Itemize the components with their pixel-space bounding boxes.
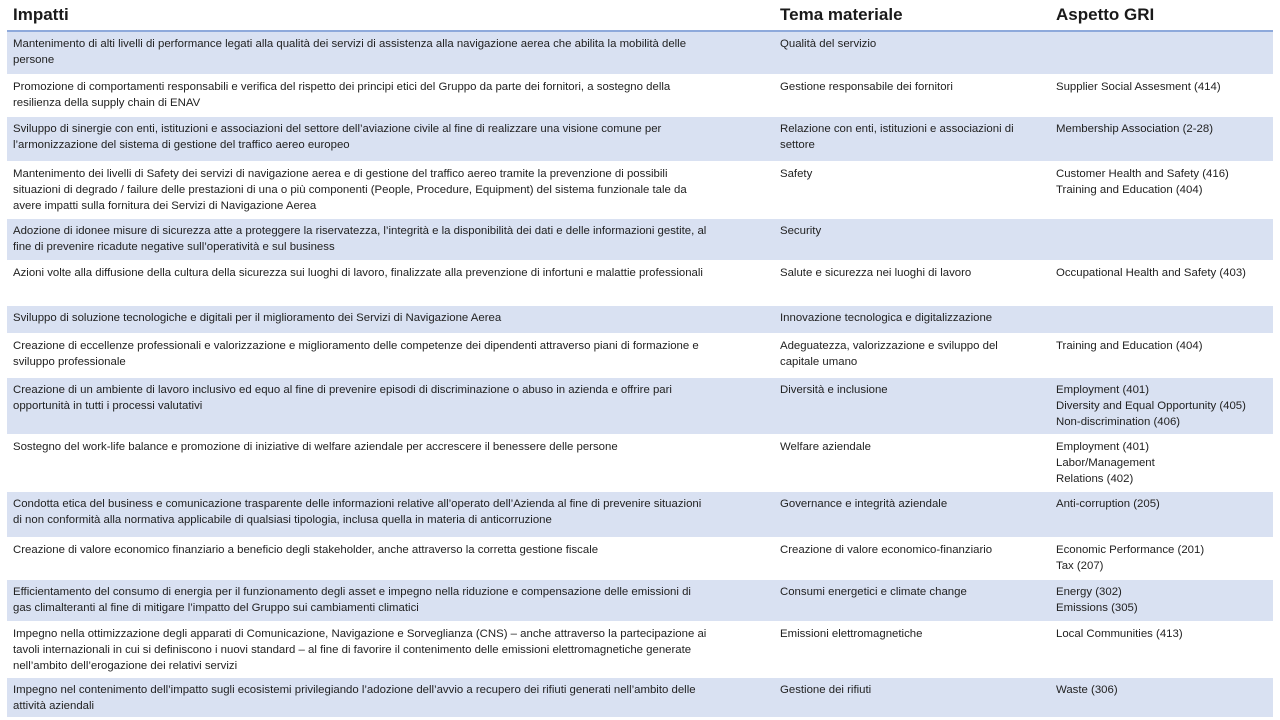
table-row bbox=[7, 621, 1273, 677]
tema-materiale-cell-line: Gestione responsabile dei fornitori bbox=[780, 80, 953, 93]
impatto-cell bbox=[7, 377, 774, 434]
table-row bbox=[7, 218, 1273, 260]
impatto-cell bbox=[7, 305, 774, 333]
tema-materiale-cell bbox=[774, 161, 1050, 218]
impatto-cell bbox=[7, 260, 774, 305]
tema-materiale-cell bbox=[774, 434, 1050, 491]
tema-materiale-cell-line: Adeguatezza, valorizzazione e sviluppo del bbox=[780, 339, 998, 352]
tema-materiale-cell bbox=[774, 579, 1050, 621]
aspetto-gri-cell-line: Supplier Social Assesment (414) bbox=[1056, 80, 1221, 93]
aspetto-gri-cell bbox=[1050, 579, 1273, 621]
table-row bbox=[7, 260, 1273, 305]
impatto-cell-line: Adozione di idonee misure di sicurezza atte a proteggere la riservatezza, l’integrità e la disponibilità dei dati e delle informazioni gestite, al bbox=[13, 224, 707, 237]
aspetto-gri-cell-line: Training and Education (404) bbox=[1056, 339, 1203, 352]
impatto-cell-line: Mantenimento di alti livelli di performance legati alla qualità dei servizi di assistenza alla navigazione aerea che abilita la mobilità delle bbox=[13, 38, 687, 50]
impatto-cell-line: fine di prevenire ricadute negative sull’operatività e sul business bbox=[13, 240, 335, 253]
impatto-cell-line: nell’ambito dell’erogazione dei relativi servizi bbox=[13, 659, 238, 672]
aspetto-gri-cell bbox=[1050, 161, 1273, 218]
table-row bbox=[7, 677, 1273, 717]
table-row bbox=[7, 305, 1273, 333]
aspetto-gri-cell-line: Employment (401) bbox=[1056, 440, 1150, 453]
impatto-cell bbox=[7, 621, 774, 677]
tema-materiale-cell-line: Welfare aziendale bbox=[780, 440, 871, 453]
table-row bbox=[7, 377, 1273, 434]
impatto-cell-line: Impegno nella ottimizzazione degli apparati di Comunicazione, Navigazione e Sorveglianza (CNS) – anche attraverso la partecipazione ai bbox=[13, 627, 707, 640]
aspetto-gri-cell bbox=[1050, 333, 1273, 377]
tema-materiale-cell-line: settore bbox=[780, 138, 815, 151]
impatto-cell bbox=[7, 116, 774, 161]
impatto-cell bbox=[7, 434, 774, 491]
impatto-cell-line: Mantenimento dei livelli di Safety dei servizi di navigazione aerea e di gestione del traffico aereo tramite la prevenzione di possibili bbox=[13, 167, 668, 180]
impatto-cell bbox=[7, 537, 774, 579]
tema-materiale-cell-line: Emissioni elettromagnetiche bbox=[780, 627, 923, 640]
aspetto-gri-cell-line: Waste (306) bbox=[1056, 683, 1118, 696]
aspetto-gri-cell bbox=[1050, 434, 1273, 491]
table-row bbox=[7, 434, 1273, 491]
aspetto-gri-cell-line: Economic Performance (201) bbox=[1056, 543, 1205, 556]
impatto-cell bbox=[7, 161, 774, 218]
aspetto-gri-cell-line: Local Communities (413) bbox=[1056, 627, 1183, 640]
impatto-cell-line: Impegno nel contenimento dell’impatto sugli ecosistemi privilegiando l’adozione dell’avvio a recupero dei rifiuti generati nell’ambito delle bbox=[13, 683, 696, 696]
tema-materiale-cell-line: Security bbox=[780, 224, 822, 237]
impatto-cell-line: Efficientamento del consumo di energia per il funzionamento degli asset e impegno nella riduzione e compensazione delle emissioni di bbox=[13, 585, 691, 598]
table-body bbox=[7, 31, 1273, 717]
table-row bbox=[7, 74, 1273, 116]
impatto-cell-line: Creazione di valore economico finanziario a beneficio degli stakeholder, anche attraverso la corretta gestione fiscale bbox=[13, 543, 599, 556]
tema-materiale-cell bbox=[774, 537, 1050, 579]
aspetto-gri-cell-line: Diversity and Equal Opportunity (405) bbox=[1056, 399, 1246, 412]
aspetto-gri-cell-line: Labor/Management bbox=[1056, 456, 1155, 469]
aspetto-gri-cell-line: Anti-corruption (205) bbox=[1056, 497, 1160, 510]
tema-materiale-cell bbox=[774, 333, 1050, 377]
aspetto-gri-cell-line: Emissions (305) bbox=[1056, 601, 1138, 614]
table-row bbox=[7, 537, 1273, 579]
impatto-cell-line: Sviluppo di soluzione tecnologiche e digitali per il miglioramento dei Servizi di Navigazione Aerea bbox=[13, 311, 502, 324]
tema-materiale-cell-line: Diversità e inclusione bbox=[780, 383, 888, 396]
tema-materiale-cell-line: Innovazione tecnologica e digitalizzazione bbox=[780, 311, 993, 324]
table-row bbox=[7, 491, 1273, 537]
impatto-cell-line: Creazione di un ambiente di lavoro inclusivo ed equo al fine di prevenire episodi di discriminazione o abuso in azienda e offrire pari bbox=[13, 383, 672, 396]
impatto-cell bbox=[7, 218, 774, 260]
impatto-cell bbox=[7, 74, 774, 116]
header-tema-materiale: Tema materiale bbox=[774, 0, 1050, 31]
tema-materiale-cell bbox=[774, 31, 1050, 74]
tema-materiale-cell-line: Salute e sicurezza nei luoghi di lavoro bbox=[780, 266, 972, 279]
tema-materiale-cell bbox=[774, 74, 1050, 116]
tema-materiale-cell-line: Gestione dei rifiuti bbox=[780, 683, 872, 696]
impatto-cell-line: avere impatti sulla fornitura dei Servizi di Navigazione Aerea bbox=[13, 199, 317, 212]
aspetto-gri-cell bbox=[1050, 621, 1273, 677]
tema-materiale-cell-line: Safety bbox=[780, 167, 813, 180]
header-impatti: Impatti bbox=[7, 0, 774, 31]
aspetto-gri-cell bbox=[1050, 260, 1273, 305]
tema-materiale-cell bbox=[774, 260, 1050, 305]
aspetto-gri-cell-line: Employment (401) bbox=[1056, 383, 1150, 396]
tema-materiale-cell-line: Creazione di valore economico-finanziario bbox=[780, 543, 993, 556]
tema-materiale-cell bbox=[774, 218, 1050, 260]
header-row bbox=[7, 0, 1273, 31]
aspetto-gri-cell-line: Relations (402) bbox=[1056, 472, 1134, 485]
tema-materiale-cell bbox=[774, 116, 1050, 161]
impatto-cell-line: opportunità in tutti i processi valutativi bbox=[13, 399, 203, 412]
tema-materiale-cell-line: Qualità del servizio bbox=[780, 38, 877, 50]
aspetto-gri-cell-line: Energy (302) bbox=[1056, 585, 1122, 598]
tema-materiale-cell bbox=[774, 377, 1050, 434]
aspetto-gri-cell-line: Non-discrimination (406) bbox=[1056, 415, 1181, 428]
aspetto-gri-cell bbox=[1050, 218, 1273, 260]
table-row bbox=[7, 116, 1273, 161]
table-row bbox=[7, 333, 1273, 377]
aspetto-gri-cell bbox=[1050, 491, 1273, 537]
impatto-cell-line: Creazione di eccellenze professionali e valorizzazione e miglioramento delle competenze dei dipendenti attraverso piani di formazione e bbox=[13, 339, 699, 352]
table-row bbox=[7, 161, 1273, 218]
impatto-cell bbox=[7, 31, 774, 74]
impatto-cell-line: Sostegno del work-life balance e promozione di iniziative di welfare aziendale per accrescere il benessere delle persone bbox=[13, 440, 618, 453]
impatto-cell-line: l’armonizzazione del sistema di gestione del traffico aereo europeo bbox=[13, 138, 350, 151]
tema-materiale-cell-line: Consumi energetici e climate change bbox=[780, 585, 967, 598]
tema-materiale-cell-line: Relazione con enti, istituzioni e associazioni di bbox=[780, 122, 1014, 135]
impatto-cell-line: situazioni di degrado / failure delle prestazioni di una o più componenti (People, Procedure, Equipment) del sistema funzionale tale da bbox=[13, 183, 687, 196]
aspetto-gri-cell bbox=[1050, 31, 1273, 74]
impatto-cell-line: di non conformità alla normativa applicabile di qualsiasi tipologia, inclusa quella in materia di anticorruzione bbox=[13, 513, 552, 526]
header-aspetto-gri: Aspetto GRI bbox=[1050, 0, 1273, 31]
tema-materiale-cell-line: Governance e integrità aziendale bbox=[780, 497, 948, 510]
aspetto-gri-cell bbox=[1050, 677, 1273, 717]
aspetto-gri-cell-line: Tax (207) bbox=[1056, 559, 1104, 572]
aspetto-gri-cell-line: Membership Association (2-28) bbox=[1056, 122, 1214, 135]
aspetto-gri-cell-line: Customer Health and Safety (416) bbox=[1056, 167, 1229, 180]
impatto-cell-line: tavoli internazionali in cui si definiscono i nuovi standard – al fine di favorire il contenimento delle emissioni elettromagnetiche generate bbox=[13, 643, 692, 656]
aspetto-gri-cell-line: Occupational Health and Safety (403) bbox=[1056, 266, 1246, 279]
impatto-cell bbox=[7, 491, 774, 537]
tema-materiale-cell bbox=[774, 621, 1050, 677]
aspetto-gri-cell-line: Training and Education (404) bbox=[1056, 183, 1203, 196]
impatto-cell-line: sviluppo professionale bbox=[13, 355, 126, 368]
impatto-cell-line: Azioni volte alla diffusione della cultura della sicurezza sui luoghi di lavoro, finalizzate alla prevenzione di infortuni e malattie professionali bbox=[13, 266, 703, 279]
tema-materiale-cell bbox=[774, 491, 1050, 537]
impatto-cell-line: resilienza della supply chain di ENAV bbox=[13, 96, 201, 109]
table-row bbox=[7, 579, 1273, 621]
impatti-table bbox=[7, 0, 1273, 718]
aspetto-gri-cell bbox=[1050, 305, 1273, 333]
impatto-cell bbox=[7, 333, 774, 377]
impatto-cell-line: persone bbox=[13, 54, 55, 66]
tema-materiale-cell-line: capitale umano bbox=[780, 355, 858, 368]
impatto-cell-line: Condotta etica del business e comunicazione trasparente delle informazioni relative all’operato dell’Azienda al fine di prevenire situazioni bbox=[13, 497, 702, 510]
impatto-cell-line: Promozione di comportamenti responsabili e verifica del rispetto dei principi etici del Gruppo da parte dei fornitori, a sostegno della bbox=[13, 80, 671, 93]
impatto-cell bbox=[7, 579, 774, 621]
impatto-cell-line: Sviluppo di sinergie con enti, istituzioni e associazioni del settore dell’aviazione civile al fine di realizzare una visione comune per bbox=[13, 122, 662, 135]
table-row bbox=[7, 31, 1273, 74]
impatto-cell bbox=[7, 677, 774, 717]
aspetto-gri-cell bbox=[1050, 377, 1273, 434]
impatto-cell-line: attività aziendali bbox=[13, 699, 95, 712]
impatto-cell-line: gas climalteranti al fine di mitigare l’impatto del Gruppo sui cambiamenti climatici bbox=[13, 601, 419, 614]
aspetto-gri-cell bbox=[1050, 74, 1273, 116]
tema-materiale-cell bbox=[774, 305, 1050, 333]
aspetto-gri-cell bbox=[1050, 537, 1273, 579]
aspetto-gri-cell bbox=[1050, 116, 1273, 161]
tema-materiale-cell bbox=[774, 677, 1050, 717]
